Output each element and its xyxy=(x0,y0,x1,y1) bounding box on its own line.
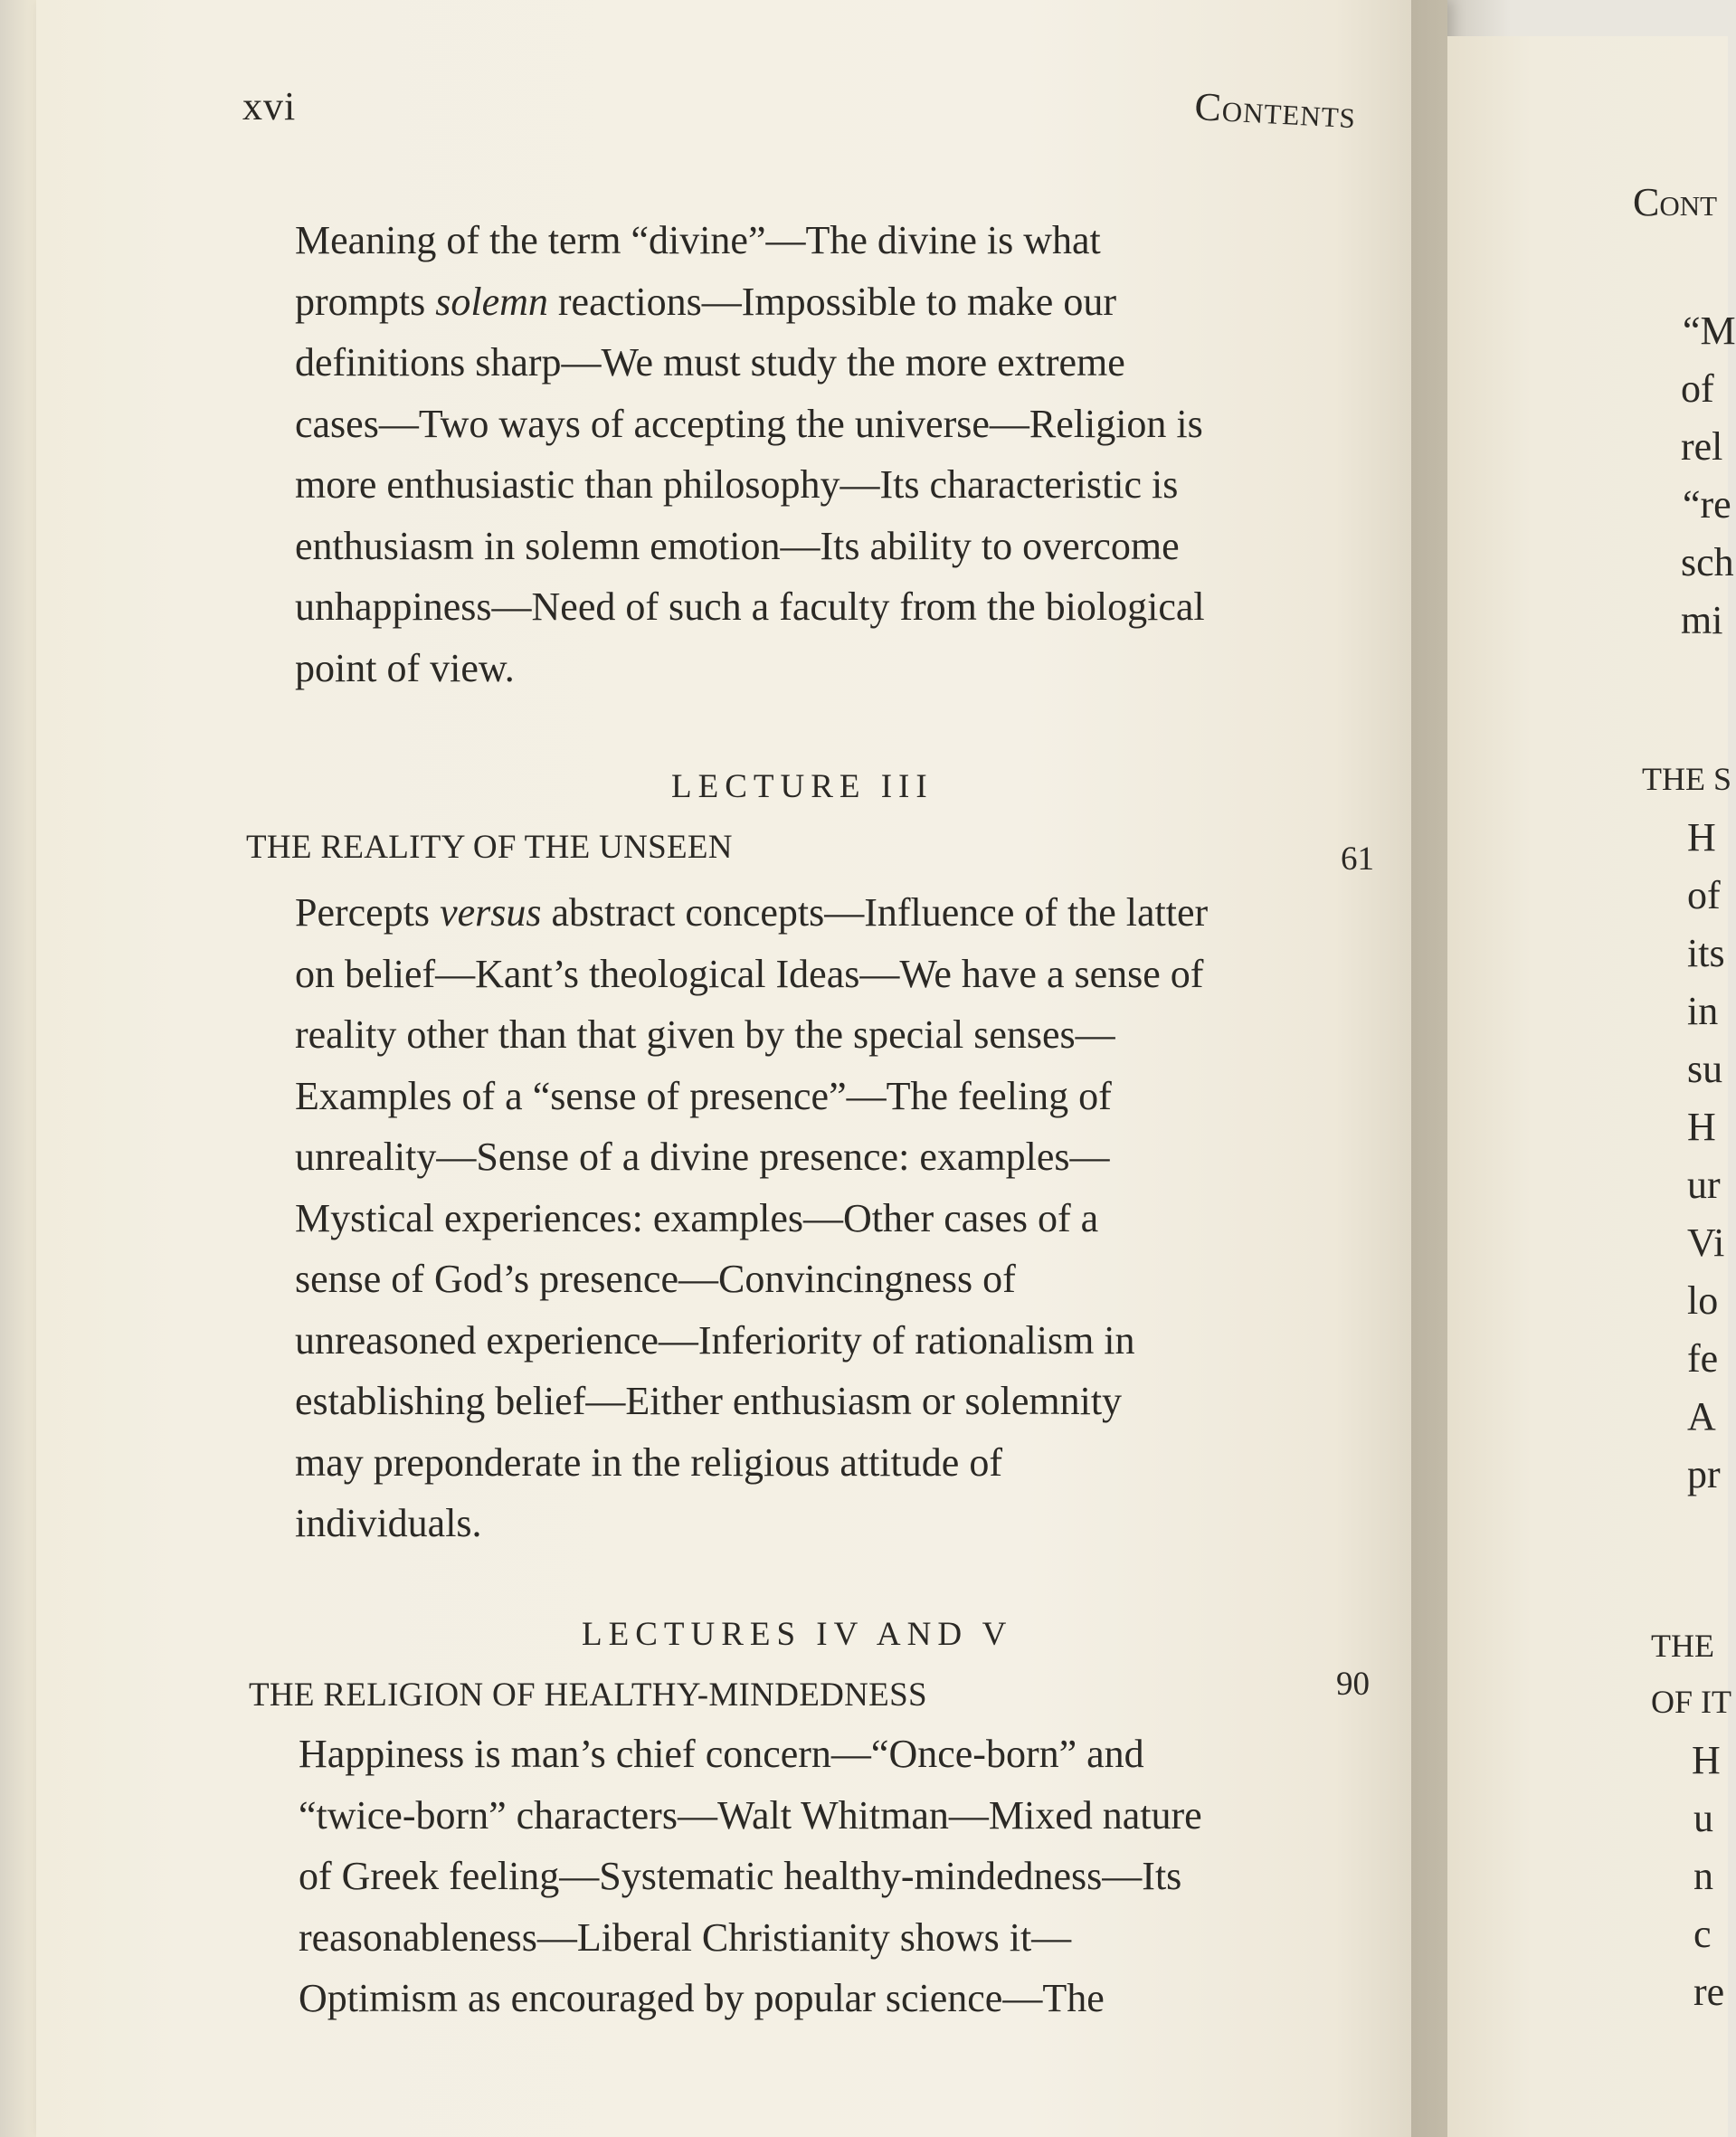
summary-line: establishing belief—Either enthusiasm or solemnity xyxy=(295,1379,1123,1423)
right-fragment: A xyxy=(1687,1394,1716,1439)
summary-line: Examples of a “sense of presence”—The feeling of xyxy=(295,1073,1112,1118)
lecture45-summary xyxy=(299,1724,1339,2029)
summary-line: sense of God’s presence—Convincingness of xyxy=(295,1257,1016,1301)
summary-line: reasonableness—Liberal Christianity shows it— xyxy=(299,1914,1072,1960)
lecture3-summary xyxy=(295,882,1335,1554)
lecture-title: THE RELIGION OF HEALTHY-MINDEDNESS xyxy=(249,1676,927,1714)
right-lecture-title: THE S xyxy=(1642,761,1731,797)
emphasis: versus xyxy=(440,890,542,935)
right-page xyxy=(1447,36,1736,2137)
lecture2-summary xyxy=(295,210,1335,698)
right-fragment: rel xyxy=(1681,424,1723,469)
summary-line: Optimism as encouraged by popular science—The xyxy=(299,1976,1105,2020)
right-fragment: lo xyxy=(1687,1278,1719,1323)
summary-line: on belief—Kant’s theological Ideas—We have a sense of xyxy=(295,951,1204,996)
page-number: 61 xyxy=(1341,841,1374,878)
page-number: 90 xyxy=(1336,1666,1370,1703)
page-folio: xvi xyxy=(242,84,297,128)
right-lecture-title: THE xyxy=(1651,1628,1714,1664)
right-fragment: in xyxy=(1687,989,1719,1033)
right-fragment: u xyxy=(1693,1796,1713,1840)
summary-line: unreasoned experience—Inferiority of rationalism in xyxy=(295,1317,1135,1363)
right-fragment: H xyxy=(1692,1738,1721,1782)
right-fragment: n xyxy=(1693,1854,1713,1898)
lecture-label: LECTURE III xyxy=(671,768,934,805)
summary-line: individuals. xyxy=(295,1501,482,1545)
right-running-head: Cont xyxy=(1633,180,1718,224)
right-fragment: of xyxy=(1687,873,1721,917)
summary-line: Mystical experiences: examples—Other cases of a xyxy=(295,1195,1099,1240)
summary-line: of Greek feeling—Systematic healthy-mindedness—Its xyxy=(299,1854,1182,1898)
summary-line: cases—Two ways of accepting the universe—Religion is xyxy=(295,401,1203,446)
right-fragment: of xyxy=(1681,366,1714,411)
running-head: Contents xyxy=(1193,83,1358,138)
right-fragment: c xyxy=(1693,1912,1712,1956)
summary-line: more enthusiastic than philosophy—Its characteristic is xyxy=(295,462,1179,507)
right-fragment: H xyxy=(1687,1105,1716,1149)
emphasis: solemn xyxy=(435,279,548,324)
right-fragment: its xyxy=(1687,931,1725,975)
right-fragment: mi xyxy=(1681,598,1723,642)
right-fragment: Vi xyxy=(1687,1220,1725,1265)
right-fragment: fe xyxy=(1687,1336,1719,1381)
right-fragment: ur xyxy=(1687,1163,1721,1207)
summary-line: may preponderate in the religious attitude of xyxy=(295,1439,1002,1485)
summary-line: reality other than that given by the special senses— xyxy=(295,1012,1115,1057)
summary-line: unreality—Sense of a divine presence: examples— xyxy=(295,1135,1110,1179)
right-lecture-title: OF IT xyxy=(1651,1684,1731,1720)
summary-line: unhappiness—Need of such a faculty from the biological xyxy=(295,584,1205,629)
right-fragment: “re xyxy=(1683,482,1731,527)
right-fragment: su xyxy=(1687,1047,1723,1091)
summary-line: point of view. xyxy=(295,645,515,690)
summary-line: Happiness is man’s chief concern—“Once-born” and xyxy=(299,1732,1144,1776)
right-fragment: “M xyxy=(1683,309,1736,353)
summary-line: Percepts versus abstract concepts—Influence of the latter xyxy=(295,890,1209,935)
summary-line: Meaning of the term “divine”—The divine is what xyxy=(295,218,1101,262)
lecture-title: THE REALITY OF THE UNSEEN xyxy=(246,829,733,866)
summary-line: prompts solemn reactions—Impossible to make our xyxy=(295,279,1116,324)
right-fragment: sch xyxy=(1681,540,1734,584)
summary-line: “twice-born” characters—Walt Whitman—Mixed nature xyxy=(299,1792,1202,1838)
right-fragment: pr xyxy=(1687,1452,1721,1496)
right-fragment: H xyxy=(1687,815,1716,860)
lecture-label: LECTURES IV AND V xyxy=(582,1616,1013,1653)
summary-line: definitions sharp—We must study the more extreme xyxy=(295,340,1125,385)
right-fragment: re xyxy=(1693,1970,1725,2014)
summary-line: enthusiasm in solemn emotion—Its ability to overcome xyxy=(295,523,1180,568)
